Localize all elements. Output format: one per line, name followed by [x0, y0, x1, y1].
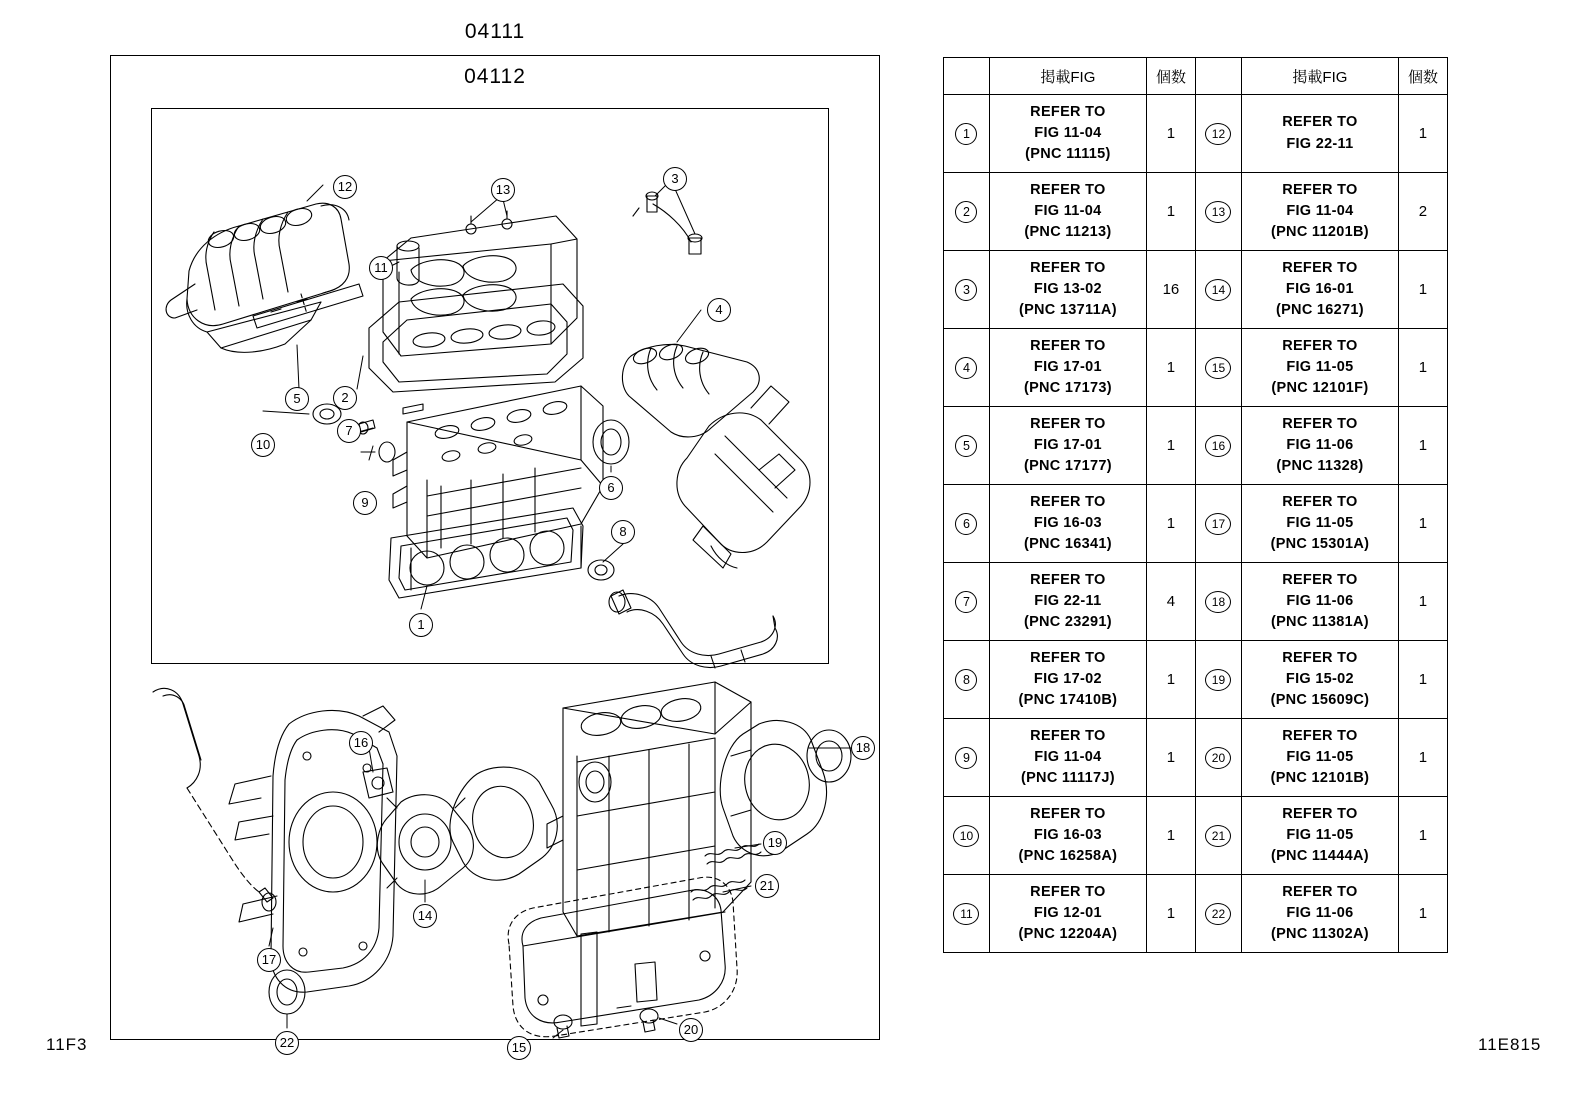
part-quantity-right: 1 [1398, 797, 1447, 875]
part-fig-reference-left: REFER TO FIG 13-02 (PNC 13711A) [989, 251, 1146, 329]
part-quantity-right: 1 [1398, 719, 1447, 797]
part-number-left [944, 797, 990, 875]
callout-badge: 3 [955, 279, 977, 301]
part-fig-reference-right: REFER TO FIG 22-11 [1241, 95, 1398, 173]
part-number-left [944, 407, 990, 485]
part-quantity-left: 4 [1146, 563, 1195, 641]
part-number-left [944, 875, 990, 953]
part-quantity-right: 1 [1398, 563, 1447, 641]
part-number-right [1196, 95, 1242, 173]
top-code-04112: 04112 [464, 65, 526, 88]
callout-badge: 18 [1205, 591, 1231, 613]
table-row [944, 173, 1448, 251]
part-fig-reference-right: REFER TO FIG 11-05 (PNC 15301A) [1241, 485, 1398, 563]
part-quantity-right: 1 [1398, 95, 1447, 173]
callout-badge: 2 [955, 201, 977, 223]
part-fig-reference-left: REFER TO FIG 12-01 (PNC 12204A) [989, 875, 1146, 953]
part-number-right [1196, 329, 1242, 407]
callout-21: 21 [755, 874, 779, 898]
table-row [944, 95, 1448, 173]
callout-19: 19 [763, 831, 787, 855]
part-fig-reference-left: REFER TO FIG 11-04 (PNC 11115) [989, 95, 1146, 173]
callout-15: 15 [507, 1036, 531, 1060]
table-row [944, 407, 1448, 485]
callout-22: 22 [275, 1031, 299, 1055]
callout-12: 12 [333, 175, 357, 199]
part-fig-reference-right: REFER TO FIG 11-05 (PNC 12101F) [1241, 329, 1398, 407]
part-number-right [1196, 797, 1242, 875]
figure-code-right: 11E815 [1478, 1035, 1542, 1054]
callout-badge: 16 [1205, 435, 1231, 457]
callout-17: 17 [257, 948, 281, 972]
part-quantity-right: 1 [1398, 875, 1447, 953]
header-qty-left: 個数 [1146, 58, 1195, 95]
table-row [944, 797, 1448, 875]
callout-9: 9 [353, 491, 377, 515]
part-fig-reference-right: REFER TO FIG 11-06 (PNC 11328) [1241, 407, 1398, 485]
callout-5: 5 [285, 387, 309, 411]
part-quantity-left: 1 [1146, 797, 1195, 875]
part-fig-reference-right: REFER TO FIG 16-01 (PNC 16271) [1241, 251, 1398, 329]
callout-8: 8 [611, 520, 635, 544]
part-quantity-right: 1 [1398, 641, 1447, 719]
callout-badge: 11 [953, 903, 979, 925]
part-fig-reference-right: REFER TO FIG 11-06 (PNC 11302A) [1241, 875, 1398, 953]
diagram-panel [110, 55, 880, 1055]
part-quantity-right: 1 [1398, 251, 1447, 329]
part-fig-reference-left: REFER TO FIG 16-03 (PNC 16341) [989, 485, 1146, 563]
table-row [944, 875, 1448, 953]
part-number-left [944, 641, 990, 719]
part-number-left [944, 563, 990, 641]
callout-11: 11 [369, 256, 393, 280]
part-quantity-left: 1 [1146, 875, 1195, 953]
callout-badge: 19 [1205, 669, 1231, 691]
header-fig-left: 掲載FIG [989, 58, 1146, 95]
part-number-left [944, 485, 990, 563]
part-number-right [1196, 251, 1242, 329]
part-fig-reference-left: REFER TO FIG 11-04 (PNC 11213) [989, 173, 1146, 251]
callout-18: 18 [851, 736, 875, 760]
part-quantity-left: 1 [1146, 95, 1195, 173]
table-row [944, 329, 1448, 407]
callout-badge: 13 [1205, 201, 1231, 223]
figure-code-left: 11F3 [46, 1035, 88, 1054]
part-fig-reference-left: REFER TO FIG 22-11 (PNC 23291) [989, 563, 1146, 641]
callout-badge: 8 [955, 669, 977, 691]
part-quantity-left: 1 [1146, 641, 1195, 719]
header-num-left [944, 58, 990, 95]
part-number-left [944, 329, 990, 407]
top-code-04111: 04111 [464, 20, 526, 43]
part-quantity-right: 1 [1398, 329, 1447, 407]
part-number-left [944, 173, 990, 251]
table-row [944, 719, 1448, 797]
header-num-right [1196, 58, 1242, 95]
callout-2: 2 [333, 386, 357, 410]
part-number-left [944, 251, 990, 329]
part-fig-reference-right: REFER TO FIG 11-05 (PNC 11444A) [1241, 797, 1398, 875]
callout-14: 14 [413, 904, 437, 928]
part-quantity-right: 2 [1398, 173, 1447, 251]
callout-badge: 22 [1205, 903, 1231, 925]
header-fig-right: 掲載FIG [1241, 58, 1398, 95]
part-number-right [1196, 407, 1242, 485]
part-number-right [1196, 563, 1242, 641]
callout-13: 13 [491, 178, 515, 202]
callout-4: 4 [707, 298, 731, 322]
table-row [944, 485, 1448, 563]
callout-7: 7 [337, 419, 361, 443]
part-fig-reference-right: REFER TO FIG 11-04 (PNC 11201B) [1241, 173, 1398, 251]
callout-badge: 6 [955, 513, 977, 535]
part-fig-reference-left: REFER TO FIG 11-04 (PNC 11117J) [989, 719, 1146, 797]
callout-badge: 12 [1205, 123, 1231, 145]
part-quantity-left: 16 [1146, 251, 1195, 329]
part-fig-reference-right: REFER TO FIG 11-05 (PNC 12101B) [1241, 719, 1398, 797]
callout-badge: 1 [955, 123, 977, 145]
part-fig-reference-left: REFER TO FIG 17-01 (PNC 17177) [989, 407, 1146, 485]
callout-badge: 9 [955, 747, 977, 769]
table-header-row [944, 58, 1448, 95]
callout-badge: 7 [955, 591, 977, 613]
part-number-left [944, 719, 990, 797]
callout-10: 10 [251, 433, 275, 457]
part-fig-reference-left: REFER TO FIG 17-02 (PNC 17410B) [989, 641, 1146, 719]
callout-badge: 15 [1205, 357, 1231, 379]
part-quantity-right: 1 [1398, 485, 1447, 563]
part-number-right [1196, 485, 1242, 563]
part-number-right [1196, 719, 1242, 797]
table-row [944, 251, 1448, 329]
part-number-right [1196, 875, 1242, 953]
part-number-right [1196, 641, 1242, 719]
callout-badge: 10 [953, 825, 979, 847]
upper-assembly-frame [151, 108, 829, 664]
callout-badge: 4 [955, 357, 977, 379]
part-quantity-left: 1 [1146, 719, 1195, 797]
callout-badge: 5 [955, 435, 977, 457]
callout-3: 3 [663, 167, 687, 191]
part-quantity-right: 1 [1398, 407, 1447, 485]
part-fig-reference-left: REFER TO FIG 17-01 (PNC 17173) [989, 329, 1146, 407]
callout-20: 20 [679, 1018, 703, 1042]
part-number-left [944, 95, 990, 173]
part-fig-reference-right: REFER TO FIG 15-02 (PNC 15609C) [1241, 641, 1398, 719]
part-quantity-left: 1 [1146, 407, 1195, 485]
callout-6: 6 [599, 476, 623, 500]
callout-badge: 17 [1205, 513, 1231, 535]
callout-badge: 21 [1205, 825, 1231, 847]
part-number-right [1196, 173, 1242, 251]
part-fig-reference-right: REFER TO FIG 11-06 (PNC 11381A) [1241, 563, 1398, 641]
callout-badge: 14 [1205, 279, 1231, 301]
callout-1: 1 [409, 613, 433, 637]
table-row [944, 641, 1448, 719]
part-quantity-left: 1 [1146, 173, 1195, 251]
callout-16: 16 [349, 731, 373, 755]
parts-reference-table [943, 57, 1448, 953]
part-fig-reference-left: REFER TO FIG 16-03 (PNC 16258A) [989, 797, 1146, 875]
table-row [944, 563, 1448, 641]
callout-badge: 20 [1205, 747, 1231, 769]
header-qty-right: 個数 [1398, 58, 1447, 95]
part-quantity-left: 1 [1146, 485, 1195, 563]
part-quantity-left: 1 [1146, 329, 1195, 407]
